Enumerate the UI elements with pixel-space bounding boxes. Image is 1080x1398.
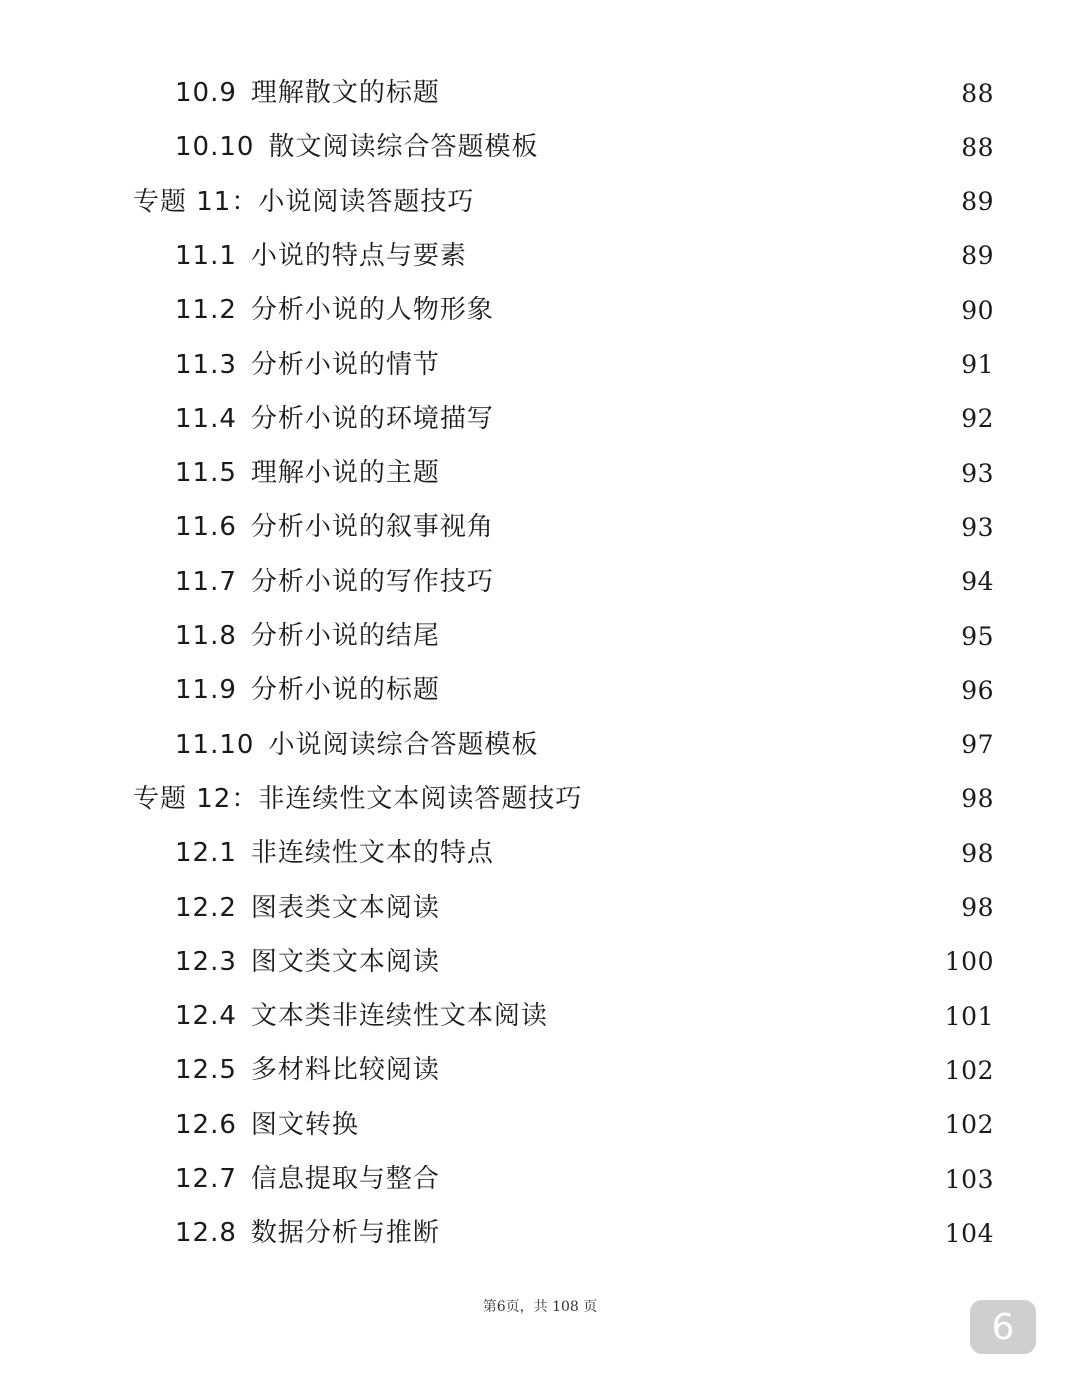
toc-entry[interactable] <box>175 1152 994 1206</box>
footer-page-indicator: 第6页，共 108 页 <box>482 1299 598 1315</box>
entry-title: 图文转换 <box>250 1109 359 1140</box>
entry-title: 信息提取与整合 <box>250 1164 440 1194</box>
entry-title: 分析小说的标题 <box>250 675 440 706</box>
toc-chapter-entry[interactable] <box>133 175 994 229</box>
entry-page-number: 89 <box>961 187 994 217</box>
entry-page-number: 96 <box>961 675 994 705</box>
entry-page-number: 89 <box>961 241 994 271</box>
entry-title: 分析小说的写作技巧 <box>250 566 494 597</box>
toc-entry[interactable] <box>175 881 994 935</box>
toc-entry[interactable] <box>175 609 994 663</box>
entry-number: 11.10 <box>175 729 255 760</box>
entry-title: 理解散文的标题 <box>250 78 440 108</box>
entry-number: 11.3 <box>175 349 237 380</box>
entry-number: 12.2 <box>175 892 237 923</box>
dot-leader <box>486 189 955 215</box>
entry-number: 11.2 <box>175 295 237 326</box>
toc-entry[interactable] <box>175 1206 994 1260</box>
entry-title: 文本类非连续性文本阅读 <box>250 1001 548 1032</box>
dot-leader <box>452 895 955 921</box>
entry-page-number: 98 <box>961 784 994 814</box>
dot-leader <box>550 732 955 758</box>
entry-page-number: 94 <box>961 567 994 597</box>
dot-leader <box>452 460 955 486</box>
entry-page-number: 98 <box>961 893 994 922</box>
entry-title: 散文阅读综合答题模板 <box>268 132 539 163</box>
toc-entry[interactable] <box>175 446 994 500</box>
entry-page-number: 91 <box>961 350 994 379</box>
entry-page-number: 92 <box>961 404 994 434</box>
entry-number: 12.5 <box>175 1055 237 1086</box>
entry-title: 专题 11：小说阅读答题技巧 <box>133 186 475 217</box>
dot-leader <box>506 297 955 323</box>
entry-number: 11.1 <box>175 240 237 271</box>
entry-title: 分析小说的人物形象 <box>250 295 494 326</box>
toc-entry[interactable] <box>175 718 994 772</box>
entry-number: 10.9 <box>175 78 237 108</box>
entry-title: 数据分析与推断 <box>250 1218 440 1249</box>
entry-number: 12.6 <box>175 1109 237 1140</box>
entry-title: 小说阅读综合答题模板 <box>268 729 539 760</box>
entry-title: 理解小说的主题 <box>250 458 440 489</box>
entry-page-number: 101 <box>944 1001 994 1031</box>
entry-page-number: 95 <box>961 621 994 651</box>
entry-title: 分析小说的情节 <box>250 349 440 380</box>
toc-entry[interactable] <box>175 935 994 989</box>
entry-page-number: 98 <box>961 838 994 868</box>
toc-entry[interactable] <box>175 338 994 392</box>
entry-title: 小说的特点与要素 <box>250 240 467 271</box>
entry-page-number: 93 <box>961 458 994 488</box>
entry-page-number: 103 <box>944 1164 994 1194</box>
dot-leader <box>452 1220 939 1246</box>
entry-title: 分析小说的环境描写 <box>250 403 494 434</box>
toc-entry[interactable] <box>175 392 994 446</box>
dot-leader <box>452 80 955 106</box>
entry-title: 分析小说的结尾 <box>250 621 440 651</box>
toc-entry[interactable] <box>175 283 994 337</box>
dot-leader <box>452 1166 939 1192</box>
dot-leader <box>452 949 939 975</box>
entry-number: 12.1 <box>175 838 237 869</box>
entry-number: 11.7 <box>175 566 237 597</box>
toc-entry[interactable] <box>175 1043 994 1097</box>
entry-title: 图文类文本阅读 <box>250 946 440 977</box>
entry-title: 图表类文本阅读 <box>250 892 440 923</box>
entry-title: 专题 12：非连续性文本阅读答题技巧 <box>133 783 583 814</box>
entry-number: 10.10 <box>175 132 255 163</box>
entry-number: 12.3 <box>175 946 237 977</box>
dot-leader <box>506 514 955 540</box>
dot-leader <box>506 840 955 866</box>
dot-leader <box>452 352 955 378</box>
dot-leader <box>452 1057 939 1083</box>
entry-number: 11.9 <box>175 675 237 706</box>
dot-leader <box>371 1112 939 1138</box>
entry-page-number: 88 <box>961 78 994 108</box>
toc-entry[interactable] <box>175 229 994 283</box>
entry-page-number: 97 <box>961 730 994 760</box>
entry-title: 分析小说的叙事视角 <box>250 512 494 543</box>
entry-page-number: 102 <box>944 1110 994 1140</box>
entry-number: 12.4 <box>175 1001 237 1032</box>
dot-leader <box>452 623 955 649</box>
entry-title: 非连续性文本的特点 <box>250 838 494 869</box>
entry-page-number: 90 <box>961 295 994 325</box>
dot-leader <box>594 786 955 812</box>
dot-leader <box>506 569 955 595</box>
entry-page-number: 93 <box>961 512 994 542</box>
toc-entry[interactable] <box>175 663 994 717</box>
entry-number: 12.7 <box>175 1164 237 1194</box>
toc-entry[interactable] <box>175 555 994 609</box>
toc-entry[interactable] <box>175 66 994 120</box>
dot-leader <box>479 243 955 269</box>
entry-number: 11.6 <box>175 512 237 543</box>
dot-leader <box>560 1003 939 1029</box>
toc-entry[interactable] <box>175 1098 994 1152</box>
toc-entry[interactable] <box>175 826 994 880</box>
dot-leader <box>452 677 955 703</box>
page-number-badge: 6 <box>970 1300 1036 1354</box>
toc-entry[interactable] <box>175 500 994 554</box>
entry-page-number: 102 <box>944 1055 994 1085</box>
entry-page-number: 88 <box>961 132 994 162</box>
toc-chapter-entry[interactable] <box>133 772 994 826</box>
entry-page-number: 104 <box>944 1218 994 1248</box>
entry-number: 12.8 <box>175 1218 237 1249</box>
entry-page-number: 100 <box>944 947 994 977</box>
dot-leader <box>506 406 955 432</box>
toc-entry[interactable] <box>175 120 994 174</box>
entry-number: 11.4 <box>175 403 237 434</box>
entry-title: 多材料比较阅读 <box>250 1055 440 1086</box>
entry-number: 11.8 <box>175 621 237 651</box>
toc-entry[interactable] <box>175 989 994 1043</box>
entry-number: 11.5 <box>175 458 237 489</box>
dot-leader <box>550 134 955 160</box>
